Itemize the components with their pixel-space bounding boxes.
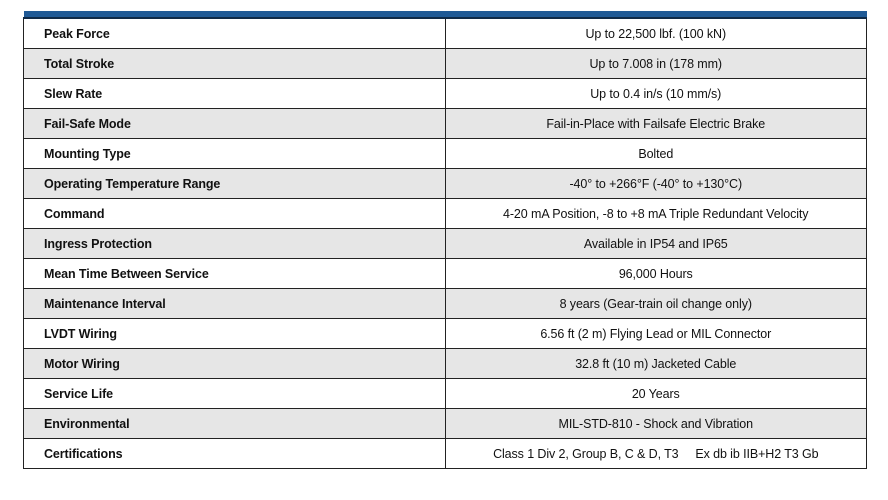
spec-value: Fail-in-Place with Failsafe Electric Brake	[445, 109, 867, 139]
spec-label: Peak Force	[24, 18, 446, 49]
table-row	[24, 169, 867, 199]
table-row	[24, 229, 867, 259]
spec-label: Motor Wiring	[24, 349, 446, 379]
spec-label: Total Stroke	[24, 49, 446, 79]
table-row	[24, 139, 867, 169]
specifications-table	[23, 11, 867, 469]
spec-value: 4-20 mA Position, -8 to +8 mA Triple Redundant Velocity	[445, 199, 867, 229]
spec-value: 8 years (Gear-train oil change only)	[445, 289, 867, 319]
spec-value: Up to 7.008 in (178 mm)	[445, 49, 867, 79]
spec-value: Up to 0.4 in/s (10 mm/s)	[445, 79, 867, 109]
spec-value: 20 Years	[445, 379, 867, 409]
table-row	[24, 109, 867, 139]
spec-value: Class 1 Div 2, Group B, C & D, T3 Ex db ib IIB+H2 T3 Gb	[445, 439, 867, 469]
spec-label: Mounting Type	[24, 139, 446, 169]
table-row	[24, 199, 867, 229]
spec-label: Slew Rate	[24, 79, 446, 109]
table-row	[24, 409, 867, 439]
spec-label: Maintenance Interval	[24, 289, 446, 319]
table-header-bar	[24, 11, 867, 18]
spec-label: LVDT Wiring	[24, 319, 446, 349]
spec-value: MIL-STD-810 - Shock and Vibration	[445, 409, 867, 439]
spec-value: Up to 22,500 lbf. (100 kN)	[445, 18, 867, 49]
table-row	[24, 79, 867, 109]
table-row	[24, 349, 867, 379]
spec-value: 96,000 Hours	[445, 259, 867, 289]
spec-label: Service Life	[24, 379, 446, 409]
spec-label: Ingress Protection	[24, 229, 446, 259]
spec-label: Fail-Safe Mode	[24, 109, 446, 139]
spec-value: Bolted	[445, 139, 867, 169]
table-row	[24, 319, 867, 349]
spec-label: Environmental	[24, 409, 446, 439]
spec-label: Certifications	[24, 439, 446, 469]
spec-label: Mean Time Between Service	[24, 259, 446, 289]
table-row	[24, 259, 867, 289]
spec-label: Operating Temperature Range	[24, 169, 446, 199]
spec-value: Available in IP54 and IP65	[445, 229, 867, 259]
table-row	[24, 379, 867, 409]
table-row	[24, 18, 867, 49]
spec-label: Command	[24, 199, 446, 229]
table-row	[24, 49, 867, 79]
table-row	[24, 439, 867, 469]
spec-value: -40° to +266°F (-40° to +130°C)	[445, 169, 867, 199]
spec-value: 6.56 ft (2 m) Flying Lead or MIL Connector	[445, 319, 867, 349]
spec-value: 32.8 ft (10 m) Jacketed Cable	[445, 349, 867, 379]
table-row	[24, 289, 867, 319]
